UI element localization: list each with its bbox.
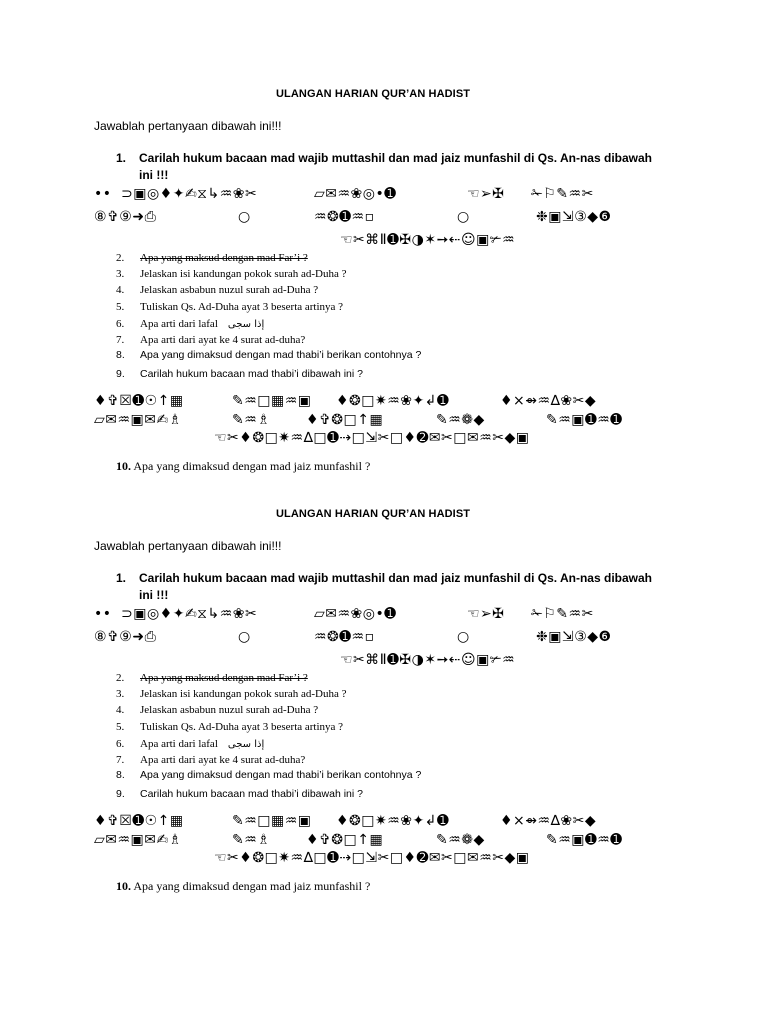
list-item: 2. Apa yang maksud dengan mad Far’i ? (116, 672, 308, 684)
symbol-text: •• (94, 606, 112, 622)
symbol-text: ☜✂♦❂□✷♒∆□➊⇢□⇲✂□♦➋✉✂□✉♒✂◆▣ (214, 850, 530, 866)
symbol-text: ♦✞❂□↑▦ (306, 832, 384, 848)
symbol-text: ☜✂⌘Ⅱ➊✠◑✶➙⇠☺▣✃♒ (340, 232, 516, 248)
list-item: 7. Apa arti dari ayat ke 4 surat ad-duha? (116, 334, 306, 346)
symbol-text: ▱✉♒❀◎•➊ (314, 606, 397, 622)
symbol-text: ✎♒❁◆ (436, 412, 485, 428)
symbol-text: ✁⚐✎♒✂ (531, 606, 594, 622)
arabic-phrase: إذا سجى (227, 319, 265, 330)
symbol-text: •• (94, 186, 112, 202)
list-item: 9. Carilah hukum bacaan mad thabi’i dibawah ini ? (116, 368, 363, 380)
symbol-text: ⊃▣◎♦✦✍⧖↳♒❀✂ (121, 606, 258, 622)
symbol-text: ❉▣⇲③◆❻ (536, 209, 612, 225)
symbol-text: ♦×⇴♒∆❀✂◆ (500, 813, 597, 829)
list-item: 4. Jelaskan asbabun nuzul surah ad-Duha ? (116, 704, 319, 716)
list-item: 8. Apa yang dimaksud dengan mad thabi’i berikan contohnya ? (116, 349, 422, 361)
list-item: 5. Tuliskan Qs. Ad-Duha ayat 3 beserta artinya ? (116, 301, 344, 313)
symbol-text: ♦✞☒➊☉↑▦ (94, 393, 184, 409)
symbol-text: ☜✂⌘Ⅱ➊✠◑✶➙⇠☺▣✃♒ (340, 652, 516, 668)
symbol-text: ♦❂□✷♒❀✦↲➊ (336, 393, 450, 409)
symbol-text: ✎♒□▦♒▣ (232, 813, 312, 829)
question-number: 1. (116, 571, 127, 585)
symbol-text: ❉▣⇲③◆❻ (536, 629, 612, 645)
symbol-text: ♦❂□✷♒❀✦↲➊ (336, 813, 450, 829)
symbol-text: ☜✂♦❂□✷♒∆□➊⇢□⇲✂□♦➋✉✂□✉♒✂◆▣ (214, 430, 530, 446)
symbol-text: ▱✉♒▣✉✍♗ (94, 832, 182, 848)
question-10: 10. Apa yang dimaksud dengan mad jaiz munfashil ? (116, 879, 371, 893)
symbol-text: ♦✞☒➊☉↑▦ (94, 813, 184, 829)
list-item: 6. Apa arti dari lafal إذا سجى (116, 738, 265, 750)
page-title: ULANGAN HARIAN QUR’AN HADIST (276, 88, 471, 100)
question-10: 10. Apa yang dimaksud dengan mad jaiz munfashil ? (116, 459, 371, 473)
symbol-text: ○ (457, 629, 470, 645)
symbol-text: ○ (238, 629, 251, 645)
list-item: 6. Apa arti dari lafal إذا سجى (116, 318, 265, 330)
list-item: 3. Jelaskan isi kandungan pokok surah ad-Duha ? (116, 268, 347, 280)
list-item: 2. Apa yang maksud dengan mad Far’i ? (116, 252, 308, 264)
symbol-text: ✎♒♗ (232, 832, 271, 848)
symbol-text: ♦×⇴♒∆❀✂◆ (500, 393, 597, 409)
question-1-text-line1: Carilah hukum bacaan mad wajib muttashil dan mad jaiz munfashil di Qs. An-nas dibawah (139, 571, 652, 585)
question-1-text-line2: ini !!! (139, 588, 169, 602)
question-1-text-line1: Carilah hukum bacaan mad wajib muttashil dan mad jaiz munfashil di Qs. An-nas dibawah (139, 151, 652, 165)
list-item: 8. Apa yang dimaksud dengan mad thabi’i berikan contohnya ? (116, 769, 422, 781)
symbol-text: ▱✉♒❀◎•➊ (314, 186, 397, 202)
symbol-text: ▱✉♒▣✉✍♗ (94, 412, 182, 428)
symbol-text: ♦✞❂□↑▦ (306, 412, 384, 428)
symbol-text: ✎♒❁◆ (436, 832, 485, 848)
symbol-text: ♒❂➊♒▫ (314, 629, 375, 645)
page-title: ULANGAN HARIAN QUR’AN HADIST (276, 508, 471, 520)
symbol-text: ✁⚐✎♒✂ (531, 186, 594, 202)
instruction-text: Jawablah pertanyaan dibawah ini!!! (94, 539, 282, 553)
list-item: 3. Jelaskan isi kandungan pokok surah ad-Duha ? (116, 688, 347, 700)
symbol-text: ○ (238, 209, 251, 225)
list-item: 9. Carilah hukum bacaan mad thabi’i dibawah ini ? (116, 788, 363, 800)
symbol-text: ⑧✞⑨➜⎙ (94, 209, 157, 225)
arabic-phrase: إذا سجى (227, 739, 265, 750)
question-1-text-line2: ini !!! (139, 168, 169, 182)
symbol-text: ✎♒♗ (232, 412, 271, 428)
symbol-text: ○ (457, 209, 470, 225)
symbol-text: ✎♒□▦♒▣ (232, 393, 312, 409)
symbol-text: ⊃▣◎♦✦✍⧖↳♒❀✂ (121, 186, 258, 202)
symbol-text: ✎♒▣➊♒➊ (546, 412, 623, 428)
list-item: 5. Tuliskan Qs. Ad-Duha ayat 3 beserta artinya ? (116, 721, 344, 733)
symbol-text: ☜➢✠ (467, 186, 505, 202)
list-item: 4. Jelaskan asbabun nuzul surah ad-Duha ? (116, 284, 319, 296)
symbol-text: ☜➢✠ (467, 606, 505, 622)
symbol-text: ✎♒▣➊♒➊ (546, 832, 623, 848)
list-item: 7. Apa arti dari ayat ke 4 surat ad-duha? (116, 754, 306, 766)
instruction-text: Jawablah pertanyaan dibawah ini!!! (94, 119, 282, 133)
question-number: 1. (116, 151, 127, 165)
symbol-text: ⑧✞⑨➜⎙ (94, 629, 157, 645)
symbol-text: ♒❂➊♒▫ (314, 209, 375, 225)
